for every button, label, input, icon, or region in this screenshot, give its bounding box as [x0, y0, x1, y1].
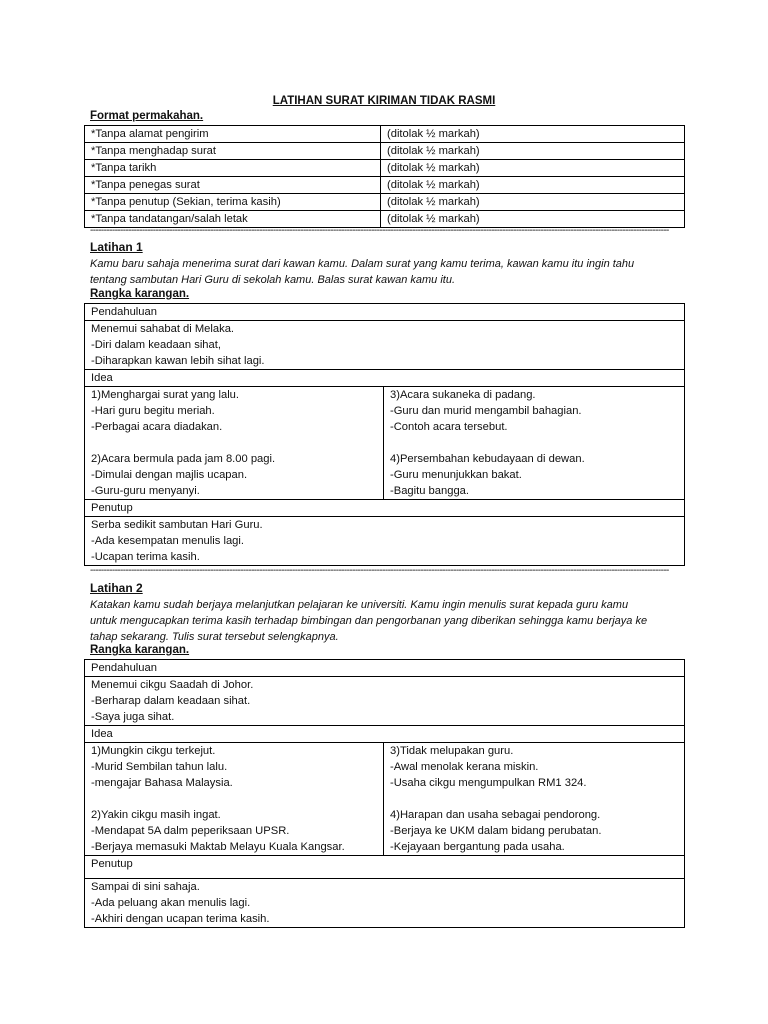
list-item: -Berjaya ke UKM dalam bidang perubatan.: [390, 825, 602, 837]
section-label: Pendahuluan: [85, 660, 685, 677]
list-item: 4)Harapan dan usaha sebagai pendorong.: [390, 809, 601, 821]
section-label: Idea: [85, 726, 685, 743]
penutup-content: [85, 879, 685, 928]
format-item: *Tanpa tandatangan/salah letak: [85, 211, 381, 228]
format-penalty: (ditolak ½ markah): [381, 160, 685, 177]
list-item: -Diharapkan kawan lebih sihat lagi.: [91, 355, 265, 367]
list-item: -Akhiri dengan ucapan terima kasih.: [91, 913, 270, 925]
format-item: *Tanpa tarikh: [85, 160, 381, 177]
list-item: Menemui sahabat di Melaka.: [91, 323, 235, 335]
table-row: [85, 126, 685, 143]
instruction-line: Kamu baru sahaja menerima surat dari kawan kamu. Dalam surat yang kamu terima, kawan kamu itu ingin tahu: [90, 258, 635, 270]
penutup-content: [85, 517, 685, 566]
page-title: LATIHAN SURAT KIRIMAN TIDAK RASMI: [272, 95, 496, 107]
list-item: -Guru-guru menyanyi.: [91, 485, 200, 497]
format-penalty: (ditolak ½ markah): [381, 126, 685, 143]
list-item: -Berjaya memasuki Maktab Melayu Kuala Kangsar.: [91, 841, 345, 853]
list-item: 1)Mungkin cikgu terkejut.: [91, 745, 216, 757]
idea-left: [85, 743, 384, 856]
table-row: [85, 211, 685, 228]
table-row: [85, 160, 685, 177]
list-item: Menemui cikgu Saadah di Johor.: [91, 679, 254, 691]
section-label: Idea: [85, 370, 685, 387]
list-item: -Awal menolak kerana miskin.: [390, 761, 539, 773]
list-item: -Berharap dalam keadaan sihat.: [91, 695, 251, 707]
format-item: *Tanpa penegas surat: [85, 177, 381, 194]
list-item: 1)Menghargai surat yang lalu.: [91, 389, 240, 401]
rangka-heading: Rangka karangan.: [90, 644, 190, 656]
pendahuluan-content: [85, 321, 685, 370]
list-item: -Bagitu bangga.: [390, 485, 469, 497]
section-label: Penutup: [85, 856, 685, 879]
format-penalty: (ditolak ½ markah): [381, 194, 685, 211]
table-row: [85, 177, 685, 194]
format-penalty: (ditolak ½ markah): [381, 211, 685, 228]
latihan-1-title: Latihan 1: [90, 240, 143, 254]
instruction-line: untuk mengucapkan terima kasih terhadap bimbingan dan pengorbanan yang diberikan sehingga kamu berjaya ke: [90, 615, 648, 627]
idea-right: [384, 743, 685, 856]
list-item: 2)Yakin cikgu masih ingat.: [91, 809, 221, 821]
list-item: Sampai di sini sahaja.: [91, 881, 200, 893]
section-label: Penutup: [85, 500, 685, 517]
format-item: *Tanpa alamat pengirim: [85, 126, 381, 143]
list-item: -Ada kesempatan menulis lagi.: [91, 535, 244, 547]
list-item: -Mendapat 5A dalm peperiksaan UPSR.: [91, 825, 290, 837]
divider: --------------------------------------------------------------------------------------------------------------------------------------------------------------------------------------------------------------------: [90, 226, 669, 236]
latihan-2-title: Latihan 2: [90, 581, 143, 595]
pendahuluan-content: [85, 677, 685, 726]
format-item: *Tanpa menghadap surat: [85, 143, 381, 160]
instruction-line: tentang sambutan Hari Guru di sekolah kamu. Balas surat kawan kamu itu.: [90, 274, 456, 286]
list-item: -Contoh acara tersebut.: [390, 421, 508, 433]
latihan-1-instructions: [90, 256, 678, 288]
format-penalty: (ditolak ½ markah): [381, 143, 685, 160]
rangka-heading: Rangka karangan.: [90, 288, 190, 300]
list-item: 3)Acara sukaneka di padang.: [390, 389, 536, 401]
list-item: -Kejayaan bergantung pada usaha.: [390, 841, 565, 853]
instruction-line: tahap sekarang. Tulis surat tersebut selengkapnya.: [90, 631, 339, 643]
list-item: -Hari guru begitu meriah.: [91, 405, 215, 417]
section-label: Pendahuluan: [85, 304, 685, 321]
rangka-table-1: [84, 303, 685, 566]
rangka-table-2: [84, 659, 685, 928]
format-item: *Tanpa penutup (Sekian, terima kasih): [85, 194, 381, 211]
list-item: -Perbagai acara diadakan.: [91, 421, 223, 433]
format-heading: Format permakahan.: [90, 110, 204, 122]
list-item: -Guru menunjukkan bakat.: [390, 469, 522, 481]
idea-right: [384, 387, 685, 500]
list-item: -Saya juga sihat.: [91, 711, 175, 723]
list-item: -Diri dalam keadaan sihat,: [91, 339, 221, 351]
list-item: 2)Acara bermula pada jam 8.00 pagi.: [91, 453, 276, 465]
format-penalty: (ditolak ½ markah): [381, 177, 685, 194]
list-item: -Ucapan terima kasih.: [91, 551, 200, 563]
table-row: [85, 194, 685, 211]
table-row: [85, 143, 685, 160]
list-item: -Usaha cikgu mengumpulkan RM1 324.: [390, 777, 587, 789]
idea-left: [85, 387, 384, 500]
list-item: -Ada peluang akan menulis lagi.: [91, 897, 251, 909]
format-table: [84, 125, 685, 228]
list-item: 4)Persembahan kebudayaan di dewan.: [390, 453, 585, 465]
list-item: 3)Tidak melupakan guru.: [390, 745, 514, 757]
divider: --------------------------------------------------------------------------------------------------------------------------------------------------------------------------------------------------------------------: [90, 566, 669, 576]
list-item: -Murid Sembilan tahun lalu.: [91, 761, 228, 773]
latihan-2-instructions: [90, 597, 678, 645]
list-item: -Guru dan murid mengambil bahagian.: [390, 405, 582, 417]
list-item: Serba sedikit sambutan Hari Guru.: [91, 519, 263, 531]
list-item: -Dimulai dengan majlis ucapan.: [91, 469, 248, 481]
instruction-line: Katakan kamu sudah berjaya melanjutkan pelajaran ke universiti. Kamu ingin menulis surat kepada guru kamu: [90, 599, 629, 611]
list-item: -mengajar Bahasa Malaysia.: [91, 777, 233, 789]
